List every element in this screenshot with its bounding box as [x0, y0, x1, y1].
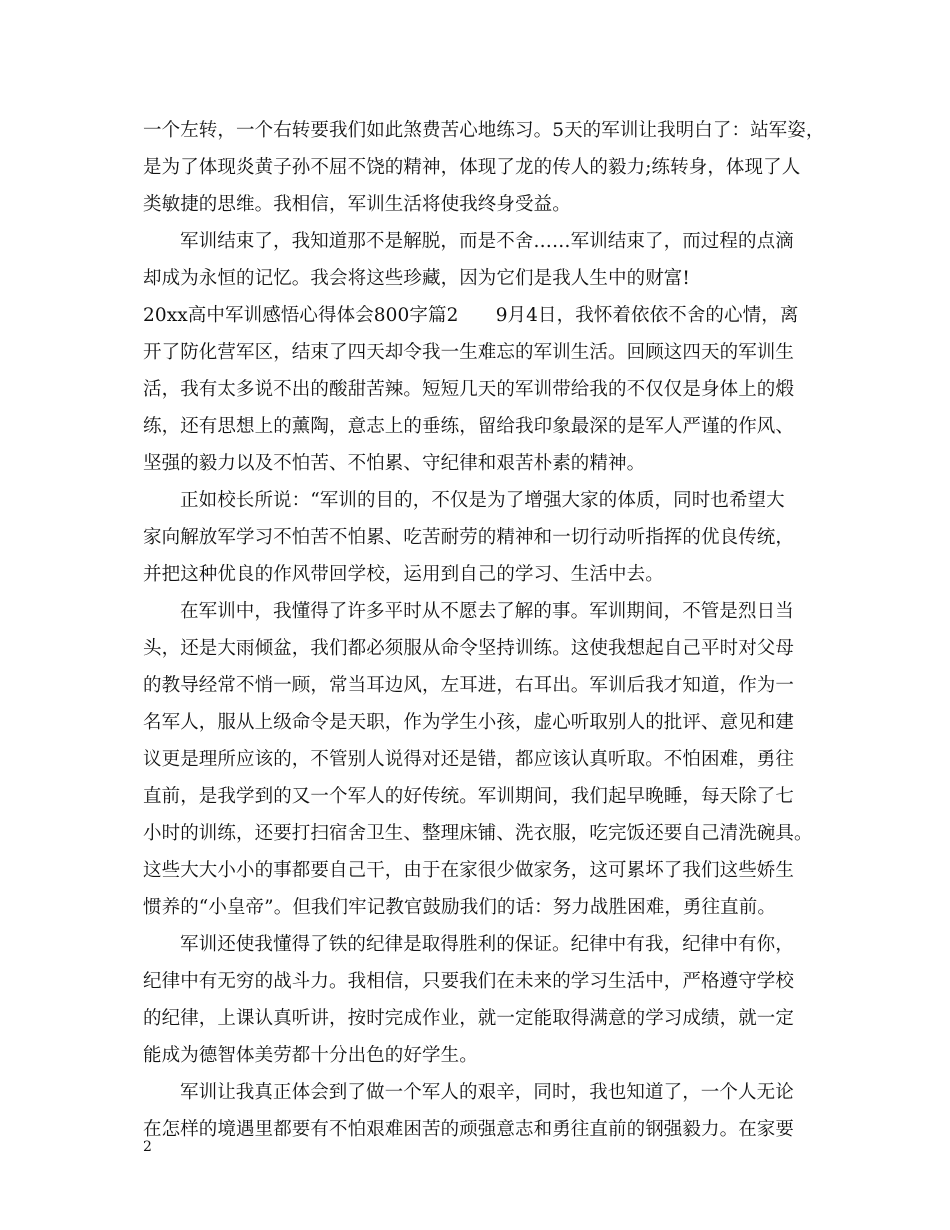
text-line: 活，我有太多说不出的酸甜苦辣。短短几天的军训带给我的不仅仅是身体上的煅	[143, 379, 795, 400]
text-line: 小时的训练，还要打扫宿舍卫生、整理床铺、洗衣服，吃完饭还要自己清洗碗具。	[143, 823, 813, 844]
text-line: 是为了体现炎黄子孙不屈不饶的精神，体现了龙的传人的毅力;练转身，体现了人	[143, 157, 801, 178]
text-line: 直前，是我学到的又一个军人的好传统。军训期间，我们起早晚睡，每天除了七	[143, 786, 795, 807]
text-line: 头，还是大雨倾盆，我们都必须服从命令坚持训练。这使我想起自己平时对父母	[143, 638, 795, 659]
text-line: 惯养的“小皇帝”。但我们牢记教官鼓励我们的话：努力战胜困难，勇往直前。	[143, 897, 776, 918]
text-line: 这些大大小小的事都要自己干，由于在家很少做家务，这可累坏了我们这些娇生	[143, 860, 795, 881]
text-line: 正如校长所说：“军训的目的，不仅是为了增强大家的体质，同时也希望大	[180, 490, 785, 511]
text-line: 能成为德智体美劳都十分出色的好学生。	[143, 1045, 478, 1066]
text-line: 议更是理所应该的，不管别人说得对还是错，都应该认真听取。不怕困难，勇往	[143, 749, 795, 770]
text-line: 在军训中，我懂得了许多平时从不愿去了解的事。军训期间，不管是烈日当	[180, 601, 794, 622]
text-line: 名军人，服从上级命令是天职，作为学生小孩，虚心听取别人的批评、意见和建	[143, 712, 795, 733]
text-line: 的纪律，上课认真听讲，按时完成作业，就一定能取得满意的学习成绩，就一定	[143, 1008, 795, 1029]
text-line: 军训还使我懂得了铁的纪律是取得胜利的保证。纪律中有我，纪律中有你，	[180, 934, 794, 955]
text-line: 一个左转，一个右转要我们如此煞费苦心地练习。5天的军训让我明白了：站军姿，	[143, 120, 825, 141]
text-line: 纪律中有无穷的战斗力。我相信，只要我们在未来的学习生活中，严格遵守学校	[143, 971, 795, 992]
text-line: 在怎样的境遇里都要有不怕艰难困苦的顽强意志和勇往直前的钢强毅力。在家要	[143, 1119, 795, 1140]
text-line: 军训让我真正体会到了做一个军人的艰辛，同时，我也知道了，一个人无论	[180, 1082, 794, 1103]
text-line: 练，还有思想上的薰陶，意志上的垂练，留给我印象最深的是军人严谨的作风、	[143, 416, 795, 437]
text-line: 坚强的毅力以及不怕苦、不怕累、守纪律和艰苦朴素的精神。	[143, 453, 646, 474]
text-line: 军训结束了，我知道那不是解脱，而是不舍……军训结束了，而过程的点滴	[180, 231, 794, 252]
text-line: 类敏捷的思维。我相信，军训生活将使我终身受益。	[143, 194, 571, 215]
text-line: 却成为永恒的记忆。我会将这些珍藏，因为它们是我人生中的财富!	[143, 268, 690, 289]
body-text	[143, 112, 823, 1148]
page-number: 2	[143, 1139, 152, 1155]
text-line: 开了防化营军区，结束了四天却令我一生难忘的军训生活。回顾这四天的军训生	[143, 342, 795, 363]
text-line: 并把这种优良的作风带回学校，运用到自己的学习、生活中去。	[143, 564, 664, 585]
text-line: 的教导经常不悄一顾，常当耳边风，左耳进，右耳出。军训后我才知道，作为一	[143, 675, 795, 696]
text-line: 家向解放军学习不怕苦不怕累、吃苦耐劳的精神和一切行动听指挥的优良传统，	[143, 527, 795, 548]
text-line: 20xx高中军训感悟心得体会800字篇2 9月4日，我怀着依依不舍的心情，离	[143, 305, 799, 326]
